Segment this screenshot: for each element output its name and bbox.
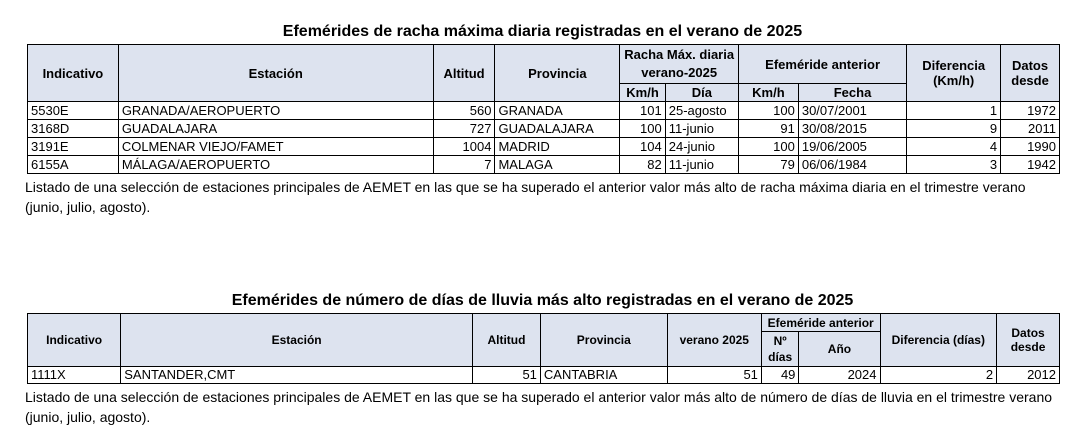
lluvia-table xyxy=(27,313,1060,384)
cell-datos-desde: 1990 xyxy=(1001,138,1060,156)
header-altitud: Altitud xyxy=(473,314,541,367)
cell-kmh-anterior: 100 xyxy=(739,138,799,156)
cell-indicativo: 1111X xyxy=(28,367,121,384)
cell-altitud: 51 xyxy=(473,367,541,384)
header-racha: Racha Máx. diaria verano-2025 xyxy=(620,45,739,84)
cell-num-dias: 49 xyxy=(761,367,799,384)
cell-estacion: SANTANDER,CMT xyxy=(121,367,473,384)
cell-fecha: 30/07/2001 xyxy=(798,102,906,120)
header-fecha: Fecha xyxy=(798,84,906,102)
cell-kmh-anterior: 100 xyxy=(739,102,799,120)
header-provincia: Provincia xyxy=(495,45,620,102)
header-estacion: Estación xyxy=(121,314,473,367)
cell-dia: 11-junio xyxy=(665,156,738,174)
cell-datos-desde: 1942 xyxy=(1001,156,1060,174)
table-row xyxy=(28,102,1060,120)
header-indicativo: Indicativo xyxy=(28,314,121,367)
cell-fecha: 06/06/1984 xyxy=(798,156,906,174)
cell-kmh: 100 xyxy=(620,120,665,138)
header-estacion: Estación xyxy=(118,45,433,102)
header-verano: verano 2025 xyxy=(667,314,761,367)
cell-estacion: MÁLAGA/AEROPUERTO xyxy=(118,156,433,174)
cell-provincia: GUADALAJARA xyxy=(495,120,620,138)
header-indicativo: Indicativo xyxy=(28,45,119,102)
cell-datos-desde: 2012 xyxy=(997,367,1060,384)
cell-verano: 51 xyxy=(667,367,761,384)
cell-diferencia: 1 xyxy=(907,102,1001,120)
cell-diferencia: 4 xyxy=(907,138,1001,156)
header-dia: Día xyxy=(665,84,738,102)
cell-provincia: MALAGA xyxy=(495,156,620,174)
cell-indicativo: 5530E xyxy=(28,102,119,120)
cell-kmh-anterior: 79 xyxy=(739,156,799,174)
cell-diferencia: 3 xyxy=(907,156,1001,174)
table-row xyxy=(28,156,1060,174)
cell-indicativo: 3168D xyxy=(28,120,119,138)
cell-fecha: 19/06/2005 xyxy=(798,138,906,156)
cell-provincia: GRANADA xyxy=(495,102,620,120)
cell-kmh-anterior: 91 xyxy=(739,120,799,138)
header-kmh-anterior: Km/h xyxy=(739,84,799,102)
cell-kmh: 104 xyxy=(620,138,665,156)
cell-provincia: CANTABRIA xyxy=(540,367,667,384)
racha-table xyxy=(27,44,1060,174)
cell-fecha: 30/08/2015 xyxy=(798,120,906,138)
header-anio: Año xyxy=(799,332,880,367)
cell-altitud: 727 xyxy=(433,120,495,138)
table-row xyxy=(28,138,1060,156)
header-efemeride: Efeméride anterior xyxy=(761,314,880,332)
header-kmh: Km/h xyxy=(620,84,665,102)
table-row xyxy=(28,367,1060,384)
table2-title: Efemérides de número de días de lluvia más alto registradas en el verano de 2025 xyxy=(231,292,854,309)
cell-altitud: 1004 xyxy=(433,138,495,156)
cell-dia: 11-junio xyxy=(665,120,738,138)
table1-title: Efemérides de racha máxima diaria registradas en el verano de 2025 xyxy=(282,23,803,40)
cell-indicativo: 6155A xyxy=(28,156,119,174)
cell-anio: 2024 xyxy=(799,367,880,384)
header-provincia: Provincia xyxy=(540,314,667,367)
table2-note: Listado de una selección de estaciones principales de AEMET en las que se ha superado el anterior valor más alto de número de días de lluvia en el trimestre verano (junio, julio, agosto). xyxy=(25,389,1053,425)
cell-provincia: MADRID xyxy=(495,138,620,156)
cell-dia: 24-junio xyxy=(665,138,738,156)
table1-note: Listado de una selección de estaciones principales de AEMET en las que se ha superado el anterior valor más alto de racha máxima diaria en el trimestre verano (junio, julio, agosto). xyxy=(25,179,1026,215)
cell-datos-desde: 1972 xyxy=(1001,102,1060,120)
cell-indicativo: 3191E xyxy=(28,138,119,156)
table-row xyxy=(28,120,1060,138)
cell-datos-desde: 2011 xyxy=(1001,120,1060,138)
cell-diferencia: 2 xyxy=(880,367,997,384)
header-datos-desde: Datos desde xyxy=(1001,45,1060,102)
header-num-dias: Nº días xyxy=(761,332,799,367)
cell-estacion: GRANADA/AEROPUERTO xyxy=(118,102,433,120)
header-diferencia: Diferencia (Km/h) xyxy=(907,45,1001,102)
header-datos-desde: Datos desde xyxy=(997,314,1060,367)
cell-diferencia: 9 xyxy=(907,120,1001,138)
header-altitud: Altitud xyxy=(433,45,495,102)
cell-estacion: GUADALAJARA xyxy=(118,120,433,138)
cell-altitud: 7 xyxy=(433,156,495,174)
cell-dia: 25-agosto xyxy=(665,102,738,120)
header-diferencia: Diferencia (días) xyxy=(880,314,997,367)
cell-kmh: 82 xyxy=(620,156,665,174)
cell-kmh: 101 xyxy=(620,102,665,120)
cell-altitud: 560 xyxy=(433,102,495,120)
cell-estacion: COLMENAR VIEJO/FAMET xyxy=(118,138,433,156)
header-efemeride: Efeméride anterior xyxy=(739,45,907,84)
